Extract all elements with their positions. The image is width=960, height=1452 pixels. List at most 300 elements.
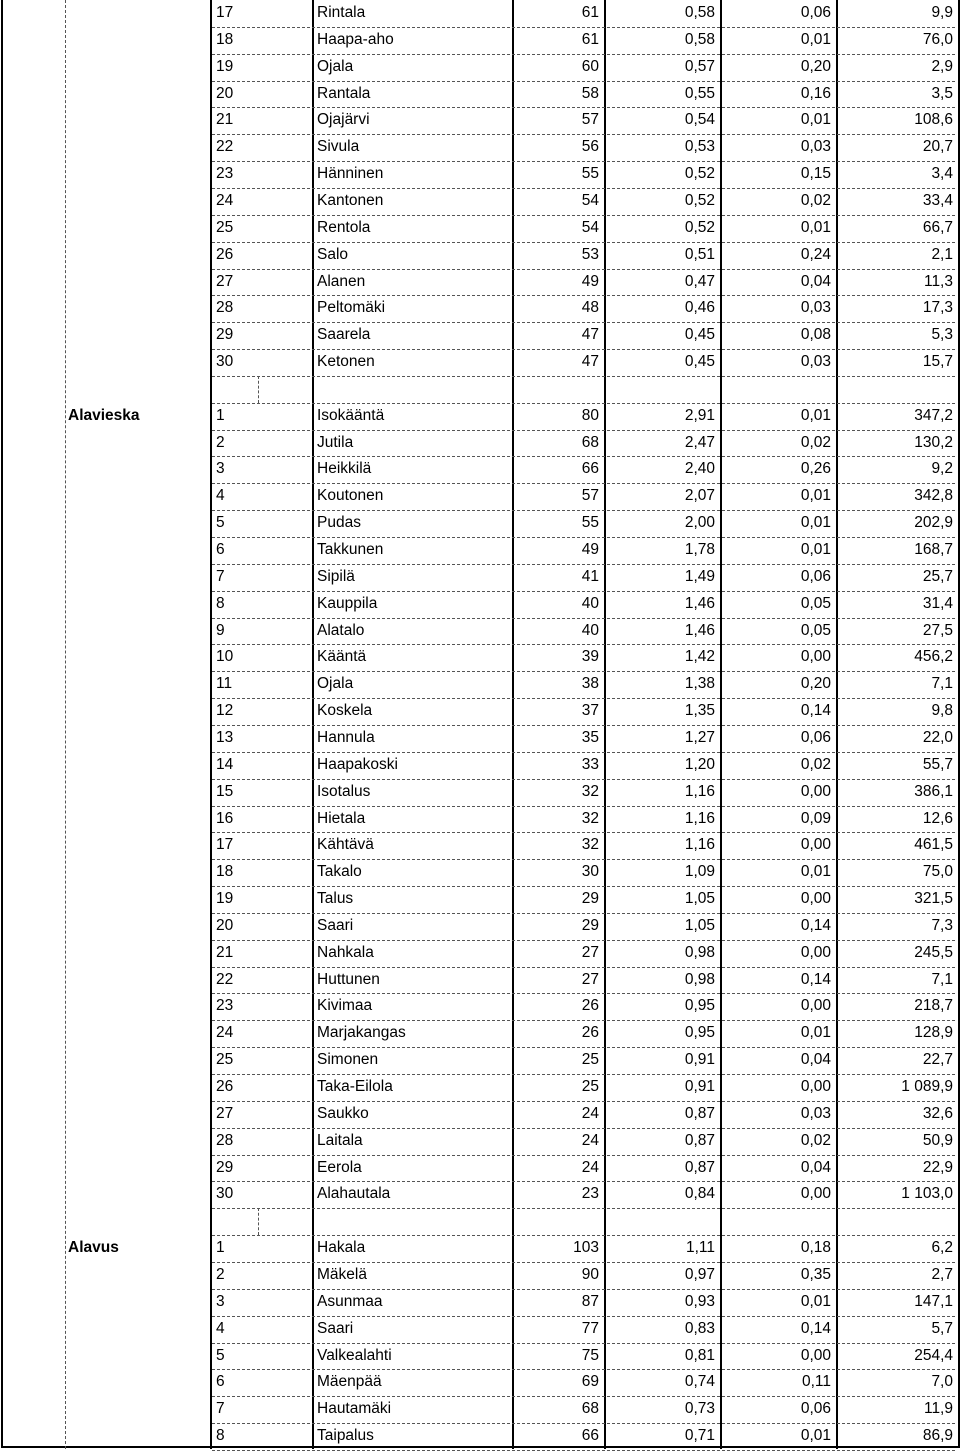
share-cell: 0,03	[800, 138, 831, 156]
percent-cell: 0,73	[684, 1400, 715, 1418]
percent-cell: 0,47	[684, 272, 715, 290]
count-cell: 23	[581, 1185, 599, 1203]
rank-cell: 8	[216, 1427, 225, 1445]
rank-cell: 3	[216, 1292, 225, 1310]
rank-cell: 19	[216, 57, 234, 75]
share-cell: 0,03	[800, 353, 831, 371]
ratio-cell: 27,5	[922, 621, 953, 639]
share-cell: 0,04	[800, 1051, 831, 1069]
count-cell: 27	[581, 970, 599, 988]
count-cell: 103	[573, 1239, 599, 1257]
ratio-cell: 22,0	[922, 728, 953, 746]
surname-cell: Hautamäki	[317, 1400, 392, 1418]
ratio-cell: 76,0	[922, 30, 953, 48]
percent-cell: 2,00	[684, 514, 715, 532]
percent-cell: 0,87	[684, 1104, 715, 1122]
percent-cell: 0,52	[684, 218, 715, 236]
share-cell: 0,00	[800, 1185, 831, 1203]
share-cell: 0,06	[800, 728, 831, 746]
count-cell: 90	[581, 1265, 599, 1283]
ratio-cell: 7,1	[931, 970, 953, 988]
count-cell: 27	[581, 943, 599, 961]
count-cell: 29	[581, 890, 599, 908]
ratio-cell: 128,9	[914, 1024, 953, 1042]
count-cell: 57	[581, 487, 599, 505]
percent-cell: 1,78	[684, 541, 715, 558]
rank-cell: 18	[216, 30, 234, 48]
surname-cell: Rintala	[317, 4, 366, 21]
count-cell: 68	[581, 433, 599, 451]
surname-cell: Ojala	[317, 57, 354, 75]
surname-cell: Saukko	[317, 1104, 369, 1122]
surname-cell: Saari	[317, 1319, 354, 1337]
ratio-cell: 2,7	[931, 1265, 953, 1283]
rank-cell: 27	[216, 1104, 234, 1122]
rank-cell: 19	[216, 890, 234, 908]
ratio-cell: 1 089,9	[901, 1078, 953, 1095]
share-cell: 0,03	[800, 299, 831, 317]
percent-cell: 2,91	[684, 406, 715, 424]
share-cell: 0,09	[800, 809, 831, 827]
percent-cell: 0,51	[684, 245, 715, 263]
surname-cell: Hannula	[317, 728, 375, 746]
percent-cell: 1,05	[684, 916, 715, 934]
share-cell: 0,01	[800, 111, 831, 129]
count-cell: 25	[581, 1078, 599, 1095]
surname-cell: Marjakangas	[317, 1024, 406, 1042]
municipality-label: Alavus	[68, 1239, 119, 1257]
rank-cell: 15	[216, 782, 234, 800]
ratio-cell: 17,3	[922, 299, 953, 317]
count-cell: 54	[581, 218, 599, 236]
ratio-cell: 1 103,0	[901, 1185, 953, 1203]
ratio-cell: 5,3	[931, 326, 953, 344]
share-cell: 0,00	[800, 1346, 831, 1364]
surname-cell: Alahautala	[317, 1185, 391, 1203]
surname-cell: Ojala	[317, 675, 354, 693]
percent-cell: 0,93	[684, 1292, 715, 1310]
surname-cell: Eerola	[317, 1158, 362, 1176]
count-cell: 33	[581, 755, 599, 773]
rank-cell: 25	[216, 218, 234, 236]
ratio-cell: 33,4	[922, 191, 953, 209]
ratio-cell: 6,2	[931, 1239, 953, 1257]
rank-cell: 22	[216, 970, 234, 988]
count-cell: 56	[581, 138, 599, 156]
share-cell: 0,00	[800, 648, 831, 666]
ratio-cell: 7,0	[931, 1373, 953, 1391]
count-cell: 39	[581, 648, 599, 666]
ratio-cell: 66,7	[922, 218, 953, 236]
ratio-cell: 31,4	[922, 594, 953, 612]
count-cell: 49	[581, 541, 599, 558]
share-cell: 0,14	[800, 702, 831, 720]
ratio-cell: 147,1	[914, 1292, 953, 1310]
percent-cell: 0,81	[684, 1346, 715, 1364]
rank-cell: 17	[216, 836, 234, 854]
ratio-cell: 3,4	[931, 165, 953, 183]
count-cell: 29	[581, 916, 599, 934]
percent-cell: 1,16	[684, 782, 715, 800]
surname-cell: Alatalo	[317, 621, 365, 639]
row-divider	[212, 376, 955, 377]
percent-cell: 0,71	[684, 1427, 715, 1445]
surname-cell: Taipalus	[317, 1427, 374, 1445]
surname-cell: Isokääntä	[317, 406, 385, 424]
share-cell: 0,00	[800, 782, 831, 800]
rank-cell: 2	[216, 1265, 225, 1283]
share-cell: 0,01	[800, 1292, 831, 1310]
percent-cell: 0,95	[684, 1024, 715, 1042]
percent-cell: 0,46	[684, 299, 715, 317]
ratio-cell: 2,9	[931, 57, 953, 75]
surname-cell: Kauppila	[317, 594, 378, 612]
rank-cell: 7	[216, 1400, 225, 1418]
surname-cell: Mäenpää	[317, 1373, 382, 1391]
rank-cell: 1	[216, 406, 225, 424]
percent-cell: 0,52	[684, 165, 715, 183]
surname-cell: Alanen	[317, 272, 366, 290]
count-cell: 55	[581, 514, 599, 532]
share-cell: 0,01	[800, 218, 831, 236]
surname-cell: Kääntä	[317, 648, 367, 666]
surname-cell: Rantala	[317, 84, 371, 102]
ratio-cell: 3,5	[931, 84, 953, 102]
rank-cell: 30	[216, 1185, 234, 1203]
surname-cell: Nahkala	[317, 943, 374, 961]
percent-cell: 0,54	[684, 111, 715, 129]
spacer-divider	[258, 1208, 259, 1235]
percent-cell: 0,97	[684, 1265, 715, 1283]
percent-cell: 0,87	[684, 1158, 715, 1176]
share-cell: 0,00	[800, 997, 831, 1015]
percent-cell: 0,57	[684, 57, 715, 75]
ratio-cell: 456,2	[914, 648, 953, 666]
count-cell: 60	[581, 57, 599, 75]
count-cell: 75	[581, 1346, 599, 1364]
ratio-cell: 20,7	[922, 138, 953, 156]
rank-cell: 6	[216, 1373, 225, 1391]
count-cell: 54	[581, 191, 599, 209]
surname-cell: Sipilä	[317, 567, 355, 585]
surname-cell: Hakala	[317, 1239, 366, 1257]
column-divider	[65, 0, 66, 1449]
ratio-cell: 50,9	[922, 1131, 953, 1149]
surname-cell: Mäkelä	[317, 1265, 367, 1283]
count-cell: 61	[581, 30, 599, 48]
share-cell: 0,05	[800, 594, 831, 612]
rank-cell: 26	[216, 245, 234, 263]
ratio-cell: 22,7	[922, 1051, 953, 1069]
count-cell: 25	[581, 1051, 599, 1069]
ratio-cell: 75,0	[922, 863, 953, 881]
percent-cell: 0,74	[684, 1373, 715, 1391]
share-cell: 0,00	[800, 943, 831, 961]
count-cell: 49	[581, 272, 599, 290]
ratio-cell: 202,9	[914, 514, 953, 532]
percent-cell: 2,40	[684, 460, 715, 478]
count-cell: 24	[581, 1158, 599, 1176]
ratio-cell: 245,5	[914, 943, 953, 961]
surname-cell: Koutonen	[317, 487, 384, 505]
share-cell: 0,00	[800, 836, 831, 854]
rank-cell: 21	[216, 111, 234, 129]
surname-cell: Kantonen	[317, 191, 384, 209]
rank-cell: 17	[216, 4, 234, 21]
share-cell: 0,08	[800, 326, 831, 344]
ratio-cell: 342,8	[914, 487, 953, 505]
count-cell: 57	[581, 111, 599, 129]
surname-cell: Koskela	[317, 702, 373, 720]
percent-cell: 0,98	[684, 970, 715, 988]
share-cell: 0,20	[800, 57, 831, 75]
rank-cell: 13	[216, 728, 234, 746]
ratio-cell: 108,6	[914, 111, 953, 129]
share-cell: 0,14	[800, 916, 831, 934]
count-cell: 66	[581, 1427, 599, 1445]
rank-cell: 29	[216, 326, 234, 344]
ratio-cell: 7,3	[931, 916, 953, 934]
count-cell: 40	[581, 594, 599, 612]
ratio-cell: 9,2	[931, 460, 953, 478]
count-cell: 26	[581, 997, 599, 1015]
surname-cell: Heikkilä	[317, 460, 372, 478]
share-cell: 0,15	[800, 165, 831, 183]
surname-cell: Peltomäki	[317, 299, 386, 317]
rank-cell: 2	[216, 433, 225, 451]
share-cell: 0,14	[800, 1319, 831, 1337]
rank-cell: 24	[216, 1024, 234, 1042]
percent-cell: 1,16	[684, 809, 715, 827]
percent-cell: 0,84	[684, 1185, 715, 1203]
share-cell: 0,00	[800, 1078, 831, 1095]
percent-cell: 1,16	[684, 836, 715, 854]
surname-cell: Laitala	[317, 1131, 363, 1149]
rank-cell: 28	[216, 1131, 234, 1149]
surname-cell: Talus	[317, 890, 354, 908]
surname-cell: Taka-Eilola	[317, 1078, 393, 1095]
share-cell: 0,01	[800, 863, 831, 881]
rank-cell: 5	[216, 1346, 225, 1364]
count-cell: 48	[581, 299, 599, 317]
surname-cell: Jutila	[317, 433, 354, 451]
ratio-cell: 347,2	[914, 406, 953, 424]
rank-cell: 24	[216, 191, 234, 209]
rank-cell: 14	[216, 755, 234, 773]
rank-cell: 27	[216, 272, 234, 290]
count-cell: 35	[581, 728, 599, 746]
share-cell: 0,01	[800, 1427, 831, 1445]
share-cell: 0,01	[800, 541, 831, 558]
ratio-cell: 12,6	[922, 809, 953, 827]
ratio-cell: 5,7	[931, 1319, 953, 1337]
count-cell: 55	[581, 165, 599, 183]
row-divider	[212, 1208, 955, 1209]
ratio-cell: 218,7	[914, 997, 953, 1015]
share-cell: 0,02	[800, 1131, 831, 1149]
ratio-cell: 386,1	[914, 782, 953, 800]
surname-cell: Kivimaa	[317, 997, 373, 1015]
share-cell: 0,01	[800, 487, 831, 505]
surname-cell: Takkunen	[317, 541, 384, 558]
rank-cell: 4	[216, 487, 225, 505]
surname-cell: Takalo	[317, 863, 362, 881]
rank-cell: 6	[216, 541, 225, 558]
ratio-cell: 32,6	[922, 1104, 953, 1122]
ratio-cell: 461,5	[914, 836, 953, 854]
surname-cell: Ojajärvi	[317, 111, 370, 129]
count-cell: 24	[581, 1131, 599, 1149]
count-cell: 66	[581, 460, 599, 478]
percent-cell: 0,98	[684, 943, 715, 961]
rank-cell: 18	[216, 863, 234, 881]
share-cell: 0,16	[800, 84, 831, 102]
surname-cell: Haapakoski	[317, 755, 398, 773]
count-cell: 37	[581, 702, 599, 720]
rank-cell: 28	[216, 299, 234, 317]
percent-cell: 1,35	[684, 702, 715, 720]
share-cell: 0,06	[800, 567, 831, 585]
surname-cell: Ketonen	[317, 353, 375, 371]
percent-cell: 1,42	[684, 648, 715, 666]
municipality-label: Alavieska	[68, 406, 140, 424]
percent-cell: 1,27	[684, 728, 715, 746]
surname-cell: Kähtävä	[317, 836, 374, 854]
row-divider	[212, 1450, 955, 1451]
rank-cell: 3	[216, 460, 225, 478]
rank-cell: 22	[216, 138, 234, 156]
count-cell: 24	[581, 1104, 599, 1122]
percent-cell: 0,53	[684, 138, 715, 156]
percent-cell: 0,45	[684, 353, 715, 371]
percent-cell: 0,52	[684, 191, 715, 209]
count-cell: 26	[581, 1024, 599, 1042]
surname-cell: Simonen	[317, 1051, 379, 1069]
rank-cell: 8	[216, 594, 225, 612]
rank-cell: 5	[216, 514, 225, 532]
share-cell: 0,01	[800, 30, 831, 48]
share-cell: 0,04	[800, 272, 831, 290]
count-cell: 41	[581, 567, 599, 585]
rank-cell: 26	[216, 1078, 234, 1095]
percent-cell: 1,09	[684, 863, 715, 881]
rank-cell: 12	[216, 702, 234, 720]
percent-cell: 2,07	[684, 487, 715, 505]
surname-cell: Hietala	[317, 809, 366, 827]
share-cell: 0,06	[800, 4, 831, 21]
count-cell: 58	[581, 84, 599, 102]
percent-cell: 0,83	[684, 1319, 715, 1337]
percent-cell: 1,20	[684, 755, 715, 773]
surname-cell: Pudas	[317, 514, 361, 532]
percent-cell: 0,45	[684, 326, 715, 344]
count-cell: 47	[581, 326, 599, 344]
share-cell: 0,18	[800, 1239, 831, 1257]
surname-cell: Saari	[317, 916, 354, 934]
share-cell: 0,02	[800, 755, 831, 773]
share-cell: 0,01	[800, 1024, 831, 1042]
count-cell: 38	[581, 675, 599, 693]
count-cell: 53	[581, 245, 599, 263]
percent-cell: 1,49	[684, 567, 715, 585]
ratio-cell: 22,9	[922, 1158, 953, 1176]
surname-cell: Haapa-aho	[317, 30, 394, 48]
rank-cell: 7	[216, 567, 225, 585]
count-cell: 80	[581, 406, 599, 424]
count-cell: 69	[581, 1373, 599, 1391]
percent-cell: 1,38	[684, 675, 715, 693]
surname-cell: Saarela	[317, 326, 371, 344]
share-cell: 0,02	[800, 191, 831, 209]
percent-cell: 0,91	[684, 1078, 715, 1095]
share-cell: 0,02	[800, 433, 831, 451]
ratio-cell: 130,2	[914, 433, 953, 451]
ratio-cell: 9,8	[931, 702, 953, 720]
ratio-cell: 15,7	[922, 353, 953, 371]
surname-cell: Asunmaa	[317, 1292, 383, 1310]
share-cell: 0,01	[800, 514, 831, 532]
count-cell: 87	[581, 1292, 599, 1310]
ratio-cell: 55,7	[922, 755, 953, 773]
ratio-cell: 9,9	[931, 4, 953, 21]
ratio-cell: 168,7	[914, 541, 953, 558]
surname-cell: Rentola	[317, 218, 371, 236]
count-cell: 30	[581, 863, 599, 881]
rank-cell: 23	[216, 165, 234, 183]
rank-cell: 9	[216, 621, 225, 639]
share-cell: 0,06	[800, 1400, 831, 1418]
share-cell: 0,01	[800, 406, 831, 424]
rank-cell: 21	[216, 943, 234, 961]
surname-cell: Huttunen	[317, 970, 380, 988]
share-cell: 0,35	[800, 1265, 831, 1283]
rank-cell: 29	[216, 1158, 234, 1176]
share-cell: 0,20	[800, 675, 831, 693]
surname-cell: Valkealahti	[317, 1346, 392, 1364]
percent-cell: 0,95	[684, 997, 715, 1015]
percent-cell: 1,46	[684, 594, 715, 612]
count-cell: 32	[581, 836, 599, 854]
ratio-cell: 321,5	[914, 890, 953, 908]
surname-cell: Sivula	[317, 138, 360, 156]
count-cell: 47	[581, 353, 599, 371]
count-cell: 77	[581, 1319, 599, 1337]
rank-cell: 10	[216, 648, 234, 666]
surname-cell: Salo	[317, 245, 349, 263]
rank-cell: 4	[216, 1319, 225, 1337]
share-cell: 0,14	[800, 970, 831, 988]
percent-cell: 0,91	[684, 1051, 715, 1069]
count-cell: 32	[581, 782, 599, 800]
spacer-divider	[258, 376, 259, 403]
share-cell: 0,00	[800, 890, 831, 908]
ratio-cell: 25,7	[922, 567, 953, 585]
percent-cell: 1,46	[684, 621, 715, 639]
rank-cell: 25	[216, 1051, 234, 1069]
share-cell: 0,24	[800, 245, 831, 263]
percent-cell: 2,47	[684, 433, 715, 451]
rank-cell: 23	[216, 997, 234, 1015]
percent-cell: 0,58	[684, 4, 715, 21]
count-cell: 68	[581, 1400, 599, 1418]
count-cell: 61	[581, 4, 599, 21]
ratio-cell: 7,1	[931, 675, 953, 693]
percent-cell: 1,05	[684, 890, 715, 908]
surname-cell: Hänninen	[317, 165, 384, 183]
rank-cell: 1	[216, 1239, 225, 1257]
rank-cell: 20	[216, 916, 234, 934]
rank-cell: 16	[216, 809, 234, 827]
